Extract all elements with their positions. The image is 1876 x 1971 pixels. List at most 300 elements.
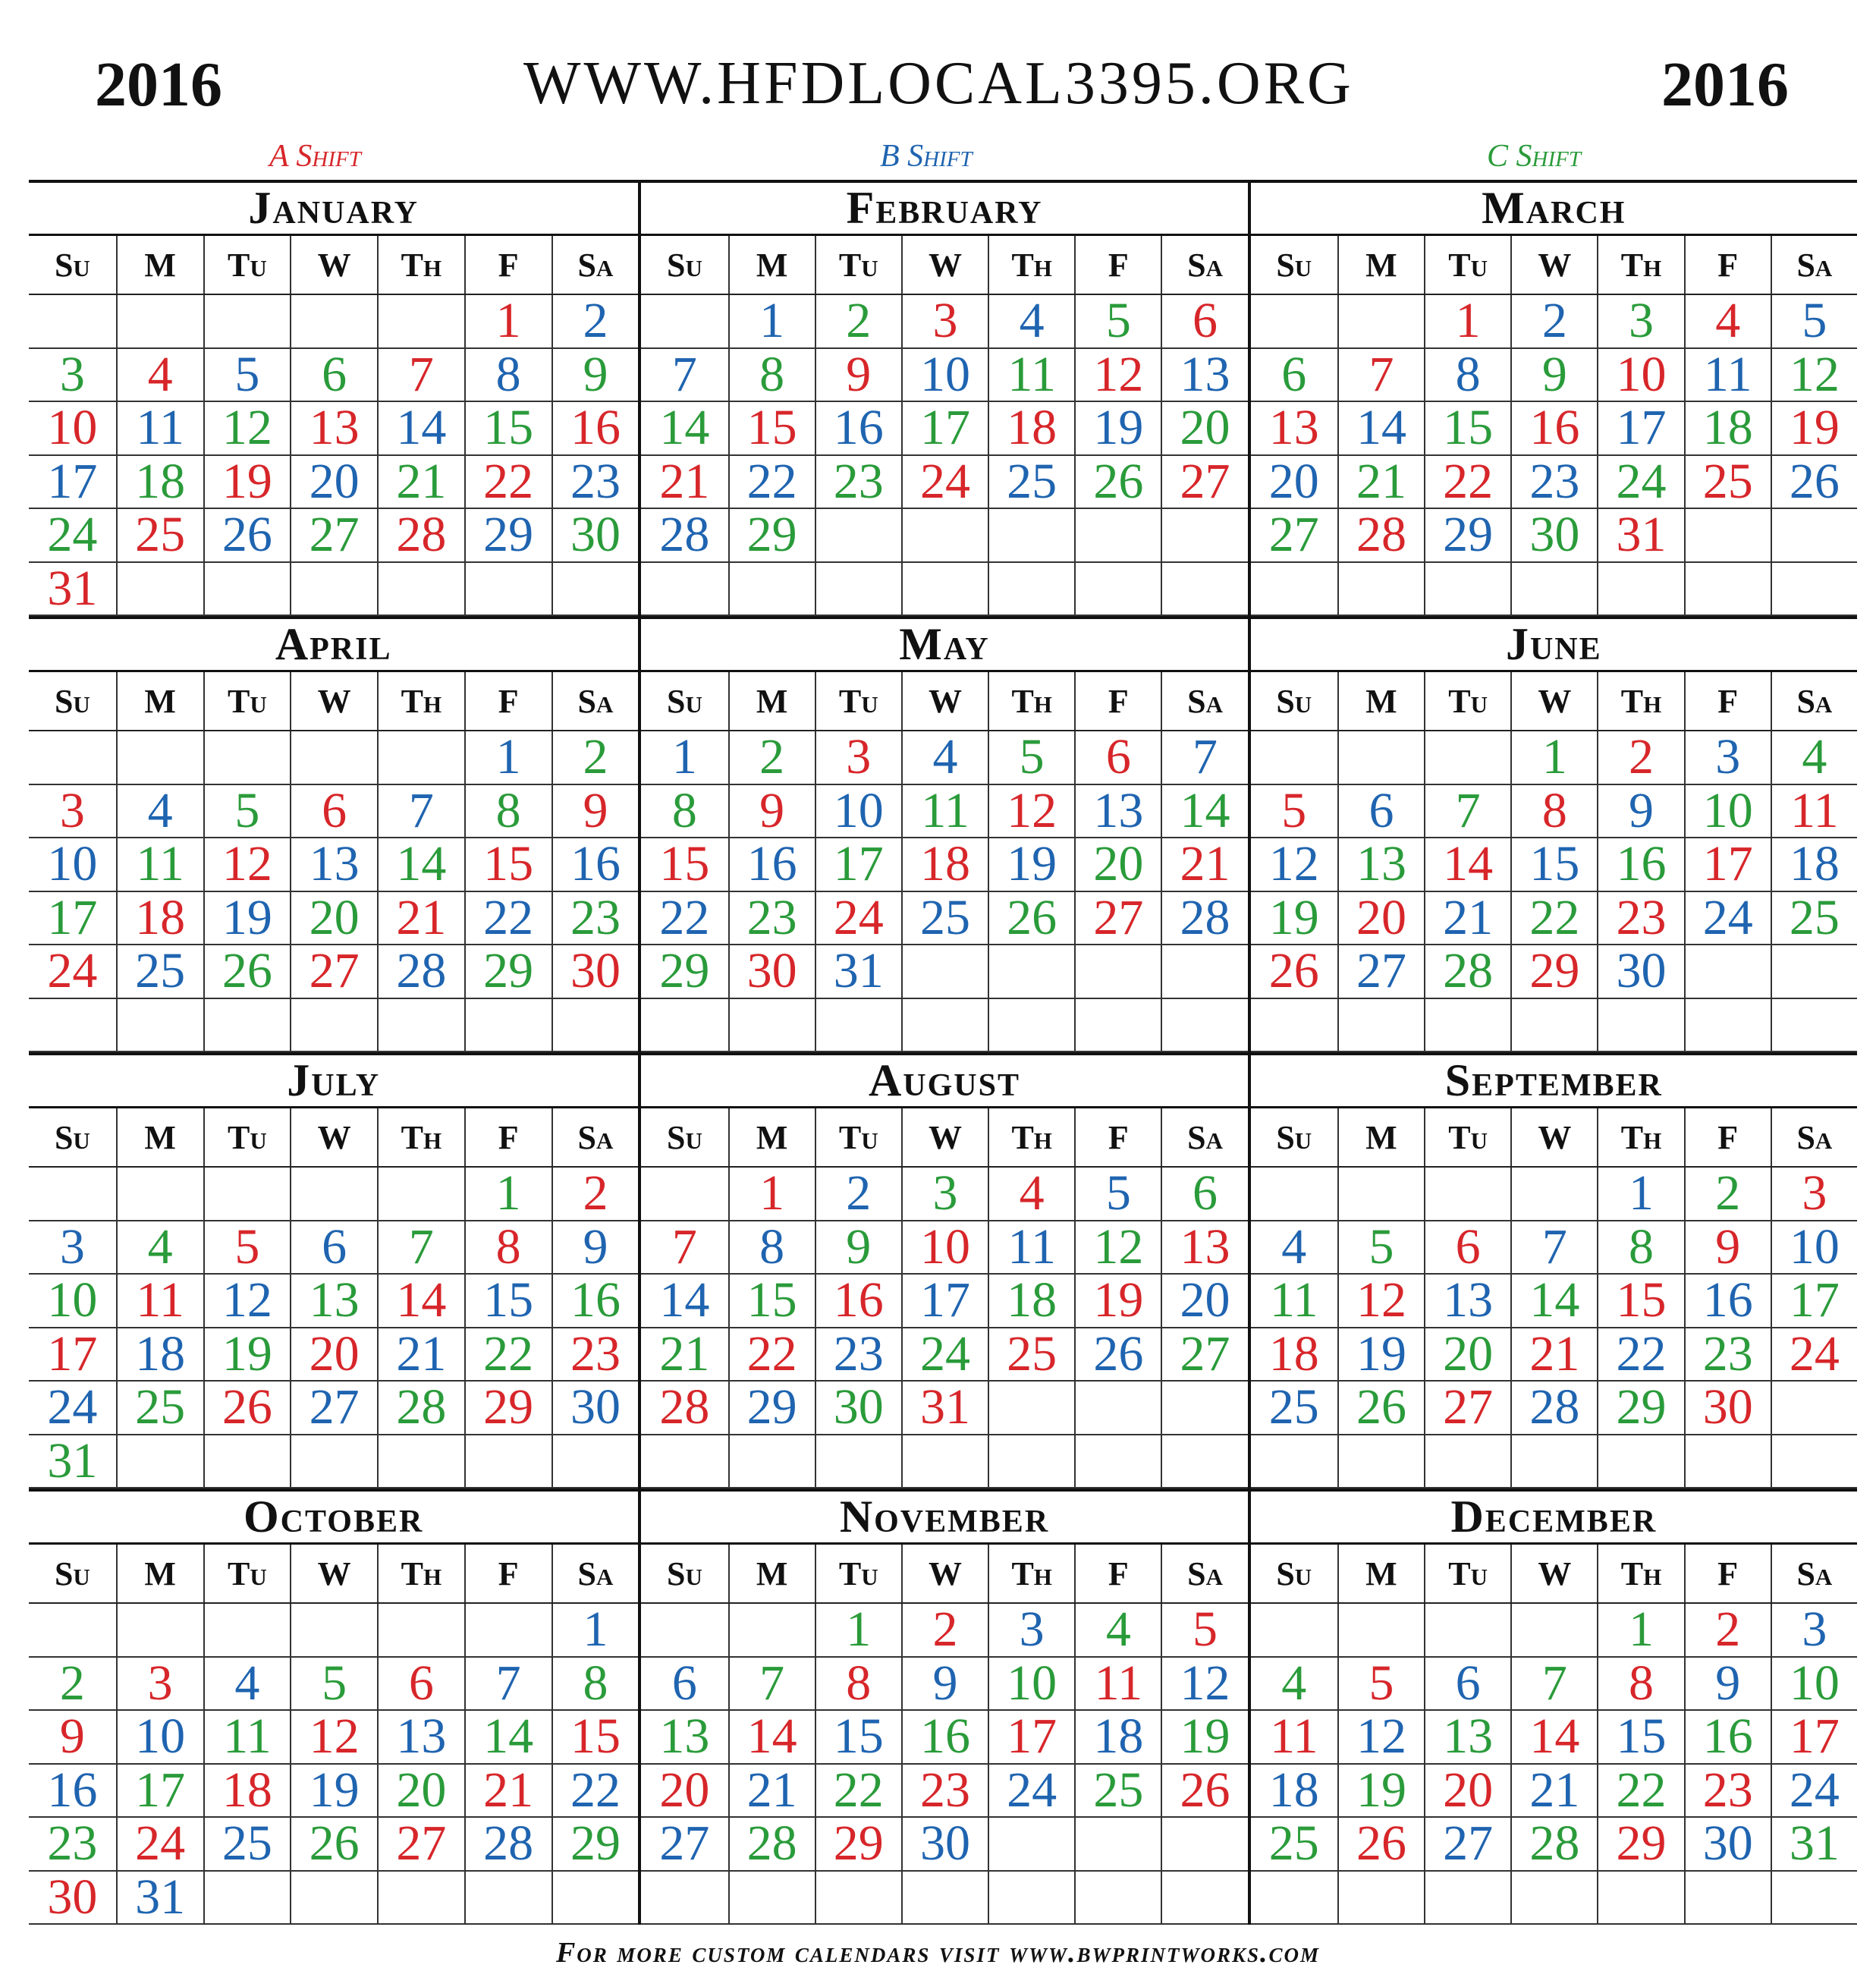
day-cell: 14 (1424, 838, 1510, 891)
day-cell: 5 (988, 731, 1074, 784)
empty-day-cell (901, 563, 988, 615)
day-cell: 12 (1337, 1711, 1424, 1763)
day-cell: 11 (1771, 785, 1857, 838)
day-cell: 10 (901, 349, 988, 401)
day-cell: 24 (1684, 892, 1771, 945)
week-row (29, 1762, 638, 1819)
week-row (641, 1379, 1247, 1435)
day-cell: 15 (551, 1711, 639, 1763)
month-june (1248, 616, 1857, 1052)
weekday-label: Sa (551, 236, 639, 294)
empty-day-cell (1771, 563, 1857, 615)
week-row (29, 402, 638, 456)
day-cell: 31 (815, 945, 901, 998)
day-cell: 9 (59, 1709, 85, 1765)
day-cell: 24 (815, 892, 901, 945)
weekday-label: Tu (815, 672, 901, 730)
day-cell: 9 (1510, 349, 1597, 401)
day-cell: 29 (1510, 945, 1597, 998)
day-cell: 21 (377, 892, 464, 945)
day-cell: 21 (377, 456, 464, 508)
empty-day-cell (1337, 999, 1424, 1052)
empty-day-cell (1251, 731, 1337, 784)
day-cell: 23 (551, 456, 639, 508)
empty-day-cell (1337, 295, 1424, 347)
month-september (1248, 1052, 1857, 1488)
weekday-label: Sa (1771, 1545, 1857, 1602)
day-cell: 16 (728, 838, 815, 891)
day-cell: 30 (551, 509, 639, 561)
week-row (641, 1272, 1247, 1328)
day-cell: 6 (1337, 785, 1424, 838)
day-cell: 17 (47, 453, 98, 509)
week-row (1251, 1815, 1857, 1872)
week-row (1251, 838, 1857, 892)
week-row (29, 782, 638, 839)
empty-day-cell (1337, 1168, 1424, 1220)
day-cell: 9 (551, 349, 639, 401)
empty-day-cell (203, 1604, 291, 1656)
day-cell: 16 (815, 402, 901, 454)
day-cell: 10 (47, 836, 98, 892)
week-row (29, 1655, 638, 1712)
weekday-label: Su (1276, 246, 1312, 284)
day-cell: 16 (901, 1711, 988, 1763)
day-cell: 29 (728, 1382, 815, 1434)
weekday-label: Sa (551, 1108, 639, 1166)
week-row (1251, 346, 1857, 403)
day-cell: 11 (1269, 1272, 1318, 1328)
empty-day-cell (1510, 1435, 1597, 1488)
day-cell: 19 (1074, 402, 1161, 454)
day-cell: 3 (1771, 1604, 1857, 1656)
day-cell: 20 (1424, 1765, 1510, 1817)
day-cell: 24 (47, 1379, 98, 1435)
week-row (29, 1432, 638, 1489)
weekday-label: M (116, 236, 203, 294)
day-cell: 11 (988, 349, 1074, 401)
week-row (29, 560, 638, 617)
day-cell: 9 (901, 1658, 988, 1710)
weekday-label: Su (666, 246, 702, 284)
empty-day-cell (29, 1168, 116, 1220)
day-cell: 23 (551, 1328, 639, 1381)
month-may (638, 616, 1247, 1052)
day-cell: 18 (901, 838, 988, 891)
empty-day-cell (1337, 731, 1424, 784)
day-cell: 8 (1424, 349, 1510, 401)
month-december (1248, 1488, 1857, 1925)
week-row (29, 1711, 638, 1765)
empty-day-cell (1771, 999, 1857, 1052)
day-cell: 17 (47, 1325, 98, 1382)
day-cell: 11 (116, 402, 203, 454)
day-cell: 7 (377, 785, 464, 838)
empty-day-cell (1337, 1435, 1424, 1488)
weekday-header (1251, 672, 1857, 731)
empty-day-cell (988, 1382, 1074, 1434)
day-cell: 14 (1510, 1711, 1597, 1763)
empty-day-cell (728, 563, 815, 615)
day-cell: 19 (1074, 1275, 1161, 1327)
empty-day-cell (815, 563, 901, 615)
day-cell: 19 (1771, 402, 1857, 454)
empty-day-cell (1510, 563, 1597, 615)
day-cell: 27 (1268, 507, 1319, 563)
weekday-label: Tu (815, 236, 901, 294)
day-cell: 24 (1771, 1328, 1857, 1381)
weekday-label: F (1684, 1108, 1771, 1166)
day-cell: 27 (1424, 1382, 1510, 1434)
day-cell: 6 (1161, 1168, 1247, 1220)
empty-day-cell (377, 1168, 464, 1220)
day-cell: 3 (1771, 1168, 1857, 1220)
weekday-label: W (290, 1545, 377, 1602)
month-february (638, 180, 1247, 616)
day-cell: 16 (1510, 402, 1597, 454)
empty-day-cell (290, 563, 377, 615)
day-cell: 20 (1424, 1328, 1510, 1381)
empty-day-cell (551, 999, 639, 1052)
week-row (29, 1815, 638, 1872)
day-cell: 18 (1684, 402, 1771, 454)
day-cell: 29 (464, 1382, 551, 1434)
day-cell: 10 (1771, 1221, 1857, 1274)
day-cell: 2 (551, 1168, 639, 1220)
empty-day-cell (1161, 1818, 1247, 1870)
empty-day-cell (1771, 1382, 1857, 1434)
day-cell: 13 (659, 1709, 710, 1765)
weekday-label: Th (988, 1545, 1074, 1602)
empty-day-cell (116, 563, 203, 615)
day-cell: 14 (728, 1711, 815, 1763)
week-row (1251, 1604, 1857, 1658)
day-cell: 27 (1161, 456, 1247, 508)
week-row (1251, 509, 1857, 563)
day-cell: 17 (1771, 1711, 1857, 1763)
weekday-label: M (1337, 236, 1424, 294)
week-row (641, 945, 1247, 999)
day-cell: 15 (464, 402, 551, 454)
weekday-label: M (116, 1108, 203, 1166)
day-cell: 31 (1597, 509, 1683, 561)
weekday-label: Tu (203, 672, 291, 730)
day-cell: 27 (1337, 945, 1424, 998)
month-title: January (29, 183, 638, 236)
weekday-label: Sa (1161, 672, 1247, 730)
week-row (29, 1218, 638, 1275)
day-cell: 15 (464, 838, 551, 891)
day-cell: 30 (901, 1818, 988, 1870)
day-cell: 14 (1510, 1275, 1597, 1327)
day-cell: 27 (290, 1382, 377, 1434)
weekday-label: W (901, 236, 988, 294)
month-title: August (641, 1055, 1247, 1108)
day-cell: 25 (203, 1818, 291, 1870)
day-cell: 18 (116, 892, 203, 945)
day-cell: 27 (1074, 892, 1161, 945)
weekday-label: Sa (1161, 1545, 1247, 1602)
day-cell: 28 (377, 1382, 464, 1434)
empty-day-cell (1510, 1604, 1597, 1656)
empty-day-cell (1251, 1435, 1337, 1488)
weekday-header (1251, 1545, 1857, 1604)
empty-day-cell (116, 1168, 203, 1220)
empty-day-cell (901, 999, 988, 1052)
day-cell: 21 (1337, 456, 1424, 508)
empty-day-cell (203, 999, 291, 1052)
day-cell: 15 (728, 1275, 815, 1327)
day-cell: 5 (1074, 295, 1161, 347)
day-cell: 17 (901, 402, 988, 454)
week-row (641, 1604, 1247, 1658)
day-cell: 3 (901, 1168, 988, 1220)
day-cell: 8 (551, 1658, 639, 1710)
empty-day-cell (290, 1604, 377, 1656)
empty-day-cell (1251, 1872, 1337, 1924)
day-cell: 22 (551, 1765, 639, 1817)
day-cell: 25 (116, 945, 203, 998)
week-row (1251, 889, 1857, 946)
day-cell: 8 (464, 1221, 551, 1274)
day-cell: 4 (1771, 731, 1857, 784)
day-cell: 7 (1337, 349, 1424, 401)
day-cell: 15 (728, 402, 815, 454)
empty-day-cell (901, 1435, 988, 1488)
week-row (641, 346, 1247, 403)
day-cell: 13 (1161, 349, 1247, 401)
day-cell: 17 (1597, 402, 1683, 454)
weekday-header (641, 236, 1247, 295)
weekday-label: Su (54, 1118, 90, 1156)
week-row (1251, 1165, 1857, 1221)
day-cell: 13 (377, 1711, 464, 1763)
day-cell: 4 (1684, 295, 1771, 347)
header-year-right: 2016 (1661, 49, 1789, 120)
empty-day-cell (1597, 563, 1683, 615)
week-row (1251, 999, 1857, 1053)
day-cell: 4 (1281, 1218, 1307, 1275)
day-cell: 27 (1424, 1818, 1510, 1870)
day-cell: 21 (1424, 892, 1510, 945)
day-cell: 26 (290, 1818, 377, 1870)
day-cell: 23 (728, 892, 815, 945)
shift-label-b: B Shift (880, 139, 973, 174)
weekday-label: Th (1597, 1545, 1683, 1602)
day-cell: 30 (1684, 1382, 1771, 1434)
day-cell: 1 (464, 295, 551, 347)
weekday-label: Tu (815, 1545, 901, 1602)
weekday-label: Tu (1424, 1545, 1510, 1602)
day-cell: 29 (464, 509, 551, 561)
weekday-label: F (1684, 236, 1771, 294)
day-cell: 18 (988, 1275, 1074, 1327)
empty-day-cell (1424, 1435, 1510, 1488)
day-cell: 11 (203, 1711, 291, 1763)
week-row (1251, 1325, 1857, 1382)
day-cell: 30 (1510, 509, 1597, 561)
day-cell: 4 (1074, 1604, 1161, 1656)
day-cell: 2 (815, 1168, 901, 1220)
day-cell: 24 (116, 1818, 203, 1870)
month-august (638, 1052, 1247, 1488)
day-cell: 1 (464, 731, 551, 784)
empty-day-cell (1597, 999, 1683, 1052)
weekday-label: Su (666, 1118, 702, 1156)
day-cell: 22 (728, 456, 815, 508)
empty-day-cell (1161, 1435, 1247, 1488)
footer-note: For more custom calendars visit www.bwprintworks.com (555, 1937, 1321, 1969)
day-cell: 2 (815, 295, 901, 347)
day-cell: 1 (1597, 1604, 1683, 1656)
empty-day-cell (1424, 731, 1510, 784)
day-cell: 13 (290, 838, 377, 891)
empty-day-cell (1161, 1872, 1247, 1924)
month-title: September (1251, 1055, 1857, 1108)
day-cell: 29 (659, 943, 710, 999)
empty-day-cell (1251, 999, 1337, 1052)
day-cell: 7 (377, 349, 464, 401)
week-row (1251, 1379, 1857, 1435)
weekday-label: M (728, 1108, 815, 1166)
empty-day-cell (1074, 1818, 1161, 1870)
empty-day-cell (29, 1604, 116, 1656)
day-cell: 9 (1597, 785, 1683, 838)
day-cell: 20 (290, 456, 377, 508)
day-cell: 14 (659, 1272, 710, 1328)
day-cell: 7 (377, 1221, 464, 1274)
day-cell: 20 (290, 892, 377, 945)
empty-day-cell (1074, 1435, 1161, 1488)
empty-day-cell (1251, 295, 1337, 347)
day-cell: 13 (290, 1275, 377, 1327)
day-cell: 10 (1597, 349, 1683, 401)
day-cell: 10 (815, 785, 901, 838)
day-cell: 1 (1510, 731, 1597, 784)
empty-day-cell (641, 295, 727, 347)
day-cell: 5 (290, 1658, 377, 1710)
week-row (1251, 1435, 1857, 1489)
empty-day-cell (988, 1818, 1074, 1870)
day-cell: 4 (1281, 1655, 1307, 1711)
day-cell: 24 (901, 456, 988, 508)
empty-day-cell (728, 1435, 815, 1488)
empty-day-cell (290, 1168, 377, 1220)
empty-day-cell (551, 563, 639, 615)
day-cell: 12 (1074, 1221, 1161, 1274)
day-cell: 7 (1424, 785, 1510, 838)
empty-day-cell (290, 1435, 377, 1488)
day-cell: 27 (1161, 1328, 1247, 1381)
day-cell: 30 (551, 945, 639, 998)
day-cell: 3 (116, 1658, 203, 1710)
weekday-label: F (464, 1545, 551, 1602)
day-cell: 18 (116, 1328, 203, 1381)
day-cell: 3 (1684, 731, 1771, 784)
day-cell: 29 (551, 1818, 639, 1870)
day-cell: 23 (815, 1328, 901, 1381)
weekday-label: W (901, 1545, 988, 1602)
day-cell: 19 (203, 892, 291, 945)
weekday-label: W (1510, 236, 1597, 294)
day-cell: 2 (1597, 731, 1683, 784)
empty-day-cell (377, 1872, 464, 1924)
weekday-label: Th (377, 1108, 464, 1166)
day-cell: 10 (47, 400, 98, 456)
day-cell: 26 (1074, 1328, 1161, 1381)
day-cell: 27 (290, 509, 377, 561)
day-cell: 9 (815, 1221, 901, 1274)
weekday-label: F (464, 236, 551, 294)
empty-day-cell (1337, 563, 1424, 615)
day-cell: 4 (203, 1658, 291, 1710)
day-cell: 6 (1074, 731, 1161, 784)
empty-day-cell (1337, 1872, 1424, 1924)
month-title: October (29, 1492, 638, 1545)
week-row (641, 1711, 1247, 1765)
day-cell: 30 (1684, 1818, 1771, 1870)
weekday-label: W (290, 1108, 377, 1166)
day-cell: 26 (1771, 456, 1857, 508)
empty-day-cell (728, 1604, 815, 1656)
day-cell: 14 (464, 1711, 551, 1763)
weekday-label: Sa (1771, 1108, 1857, 1166)
empty-day-cell (1074, 1382, 1161, 1434)
weekday-label: M (728, 1545, 815, 1602)
empty-day-cell (641, 1435, 727, 1488)
day-cell: 26 (1268, 943, 1319, 999)
weekday-label: Su (666, 682, 702, 720)
empty-day-cell (1684, 1435, 1771, 1488)
empty-day-cell (1161, 563, 1247, 615)
day-cell: 25 (988, 456, 1074, 508)
weekday-header (29, 236, 638, 295)
day-cell: 21 (659, 1325, 710, 1382)
empty-day-cell (377, 731, 464, 784)
day-cell: 22 (728, 1328, 815, 1381)
month-title: July (29, 1055, 638, 1108)
empty-day-cell (1771, 945, 1857, 998)
day-cell: 5 (1771, 295, 1857, 347)
day-cell: 16 (815, 1275, 901, 1327)
week-row (641, 1325, 1247, 1382)
day-cell: 4 (116, 785, 203, 838)
weekday-header (1251, 236, 1857, 295)
day-cell: 18 (1771, 838, 1857, 891)
empty-day-cell (815, 1435, 901, 1488)
day-cell: 23 (47, 1815, 98, 1872)
day-cell: 8 (464, 349, 551, 401)
day-cell: 22 (464, 1328, 551, 1381)
weekday-header (641, 1545, 1247, 1604)
day-cell: 29 (728, 509, 815, 561)
day-cell: 13 (1424, 1275, 1510, 1327)
empty-day-cell (1684, 509, 1771, 561)
weekday-header (29, 672, 638, 731)
weekday-label: Th (377, 236, 464, 294)
day-cell: 30 (728, 945, 815, 998)
weekday-label: Su (1276, 1118, 1312, 1156)
empty-day-cell (1074, 563, 1161, 615)
weekday-label: M (1337, 672, 1424, 730)
day-cell: 16 (551, 402, 639, 454)
day-cell: 6 (290, 349, 377, 401)
week-row (1251, 945, 1857, 999)
empty-day-cell (988, 563, 1074, 615)
empty-day-cell (551, 1435, 639, 1488)
day-cell: 6 (671, 1655, 697, 1711)
weekday-label: F (1074, 1108, 1161, 1166)
